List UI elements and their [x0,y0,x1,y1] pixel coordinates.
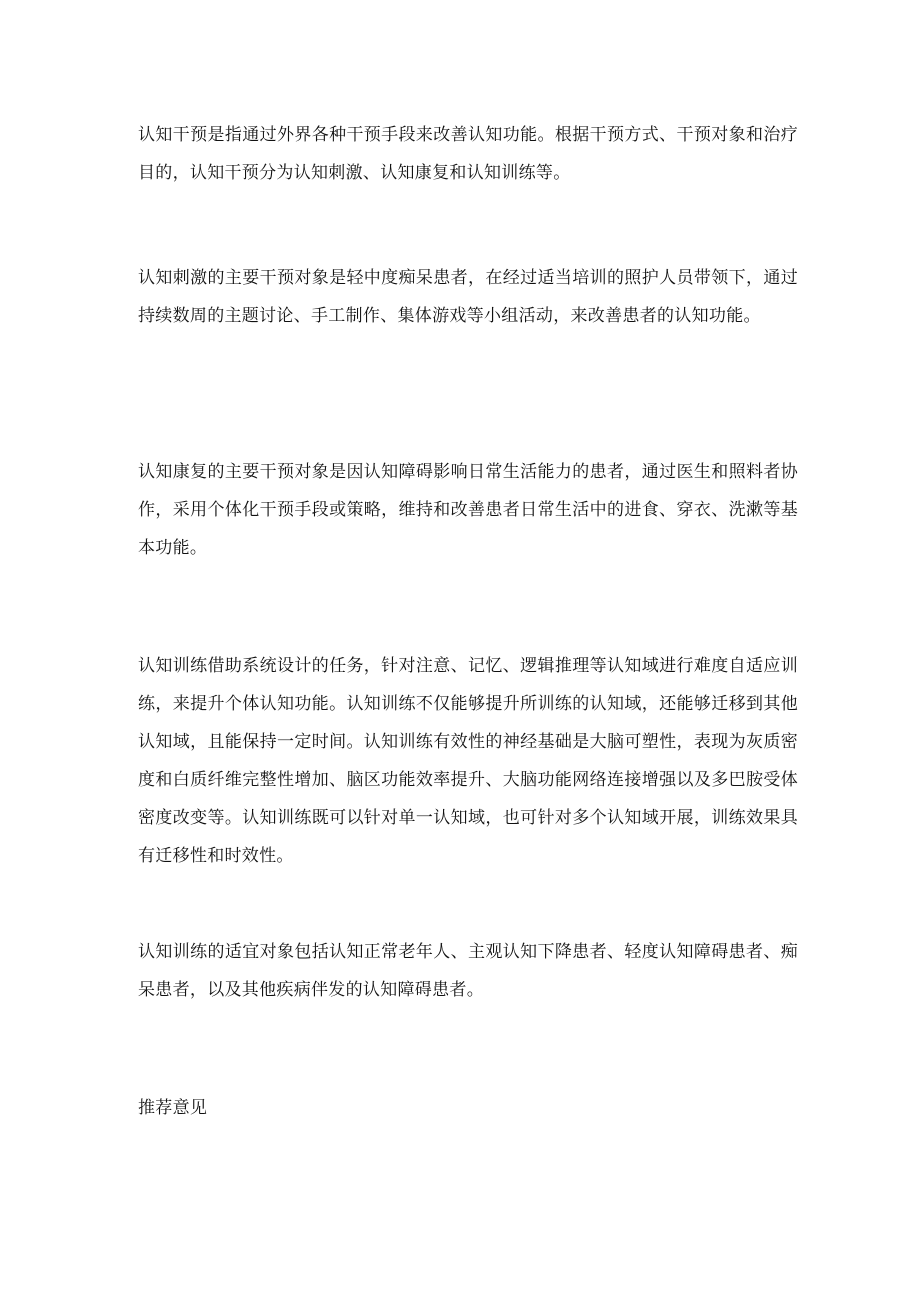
paragraph-cognitive-training: 认知训练借助系统设计的任务，针对注意、记忆、逻辑推理等认知域进行难度自适应训练，来提升个体认知功能。认知训练不仅能够提升所训练的认知域，还能够迁移到其他认知域，且能保持一定时间。认知训练有效性的神经基础是大脑可塑性，表现为灰质密度和白质纤维完整性增加、脑区功能效率提升、大脑功能网络连接增强以及多巴胺受体密度改变等。认知训练既可以针对单一认知域，也可针对多个认知域开展，训练效果具有迁移性和时效性。 [138,656,798,866]
paragraph-cognitive-stimulation: 认知刺激的主要干预对象是轻中度痴呆患者，在经过适当培训的照护人员带领下，通过持续数周的主题讨论、手工制作、集体游戏等小组活动，来改善患者的认知功能。 [138,268,798,326]
paragraph-cognitive-intervention: 认知干预是指通过外界各种干预手段来改善认知功能。根据干预方式、干预对象和治疗目的，认知干预分为认知刺激、认知康复和认知训练等。 [138,125,798,183]
paragraph-training-targets: 认知训练的适宜对象包括认知正常老年人、主观认知下降患者、轻度认知障碍患者、痴呆患者，以及其他疾病伴发的认知障碍患者。 [138,942,798,1000]
section-heading-recommendations: 推荐意见 [138,1098,208,1118]
paragraph-cognitive-rehabilitation: 认知康复的主要干预对象是因认知障碍影响日常生活能力的患者，通过医生和照料者协作，采用个体化干预手段或策略，维持和改善患者日常生活中的进食、穿衣、洗漱等基本功能。 [138,462,798,558]
